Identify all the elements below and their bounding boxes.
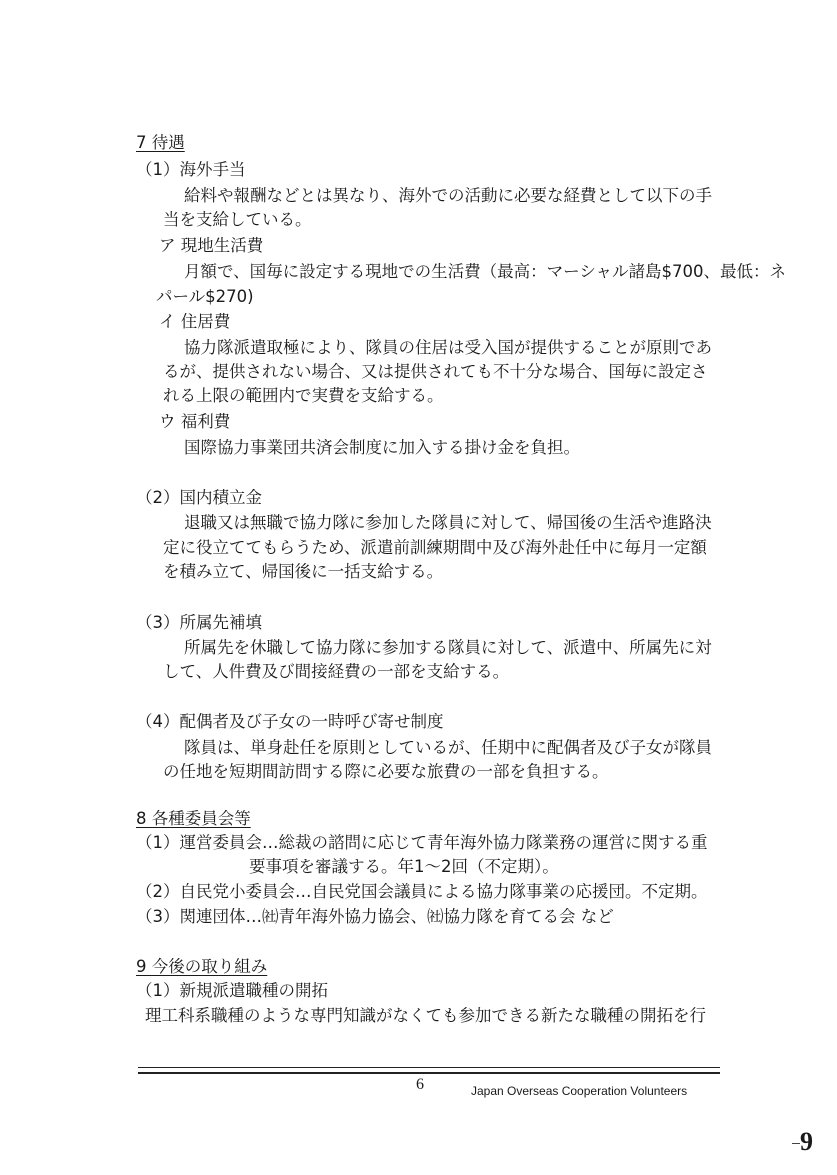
section-8-item-3: （3）関連団体…㈳青年海外協力協会、㈳協力隊を育てる会 など (136, 907, 614, 926)
section-9-1-text-line-1: 理工科系職種のような専門知識がなくても参加できる新たな職種の開拓を行 (145, 1006, 706, 1025)
section-7-2-text-line-1: 退職又は無職で協力隊に参加した隊員に対して、帰国後の生活や進路決 (184, 513, 712, 532)
section-9-1-heading: （1）新規派遣職種の開拓 (136, 981, 328, 1000)
section-7-2-text-line-3: を積み立て、帰国後に一括支給する。 (163, 562, 444, 581)
section-7-1-heading: （1）海外手当 (136, 160, 246, 179)
section-7-1-a-text-line-2: パール$270) (156, 287, 254, 306)
section-8-item-1-line-1: （1）運営委員会…総裁の諮問に応じて青年海外協力隊業務の運営に関する重 (136, 833, 708, 852)
section-8-item-1-line-2: 要事項を審議する。年1～2回（不定期）。 (249, 857, 559, 876)
section-7-1-a-text-line-1: 月額で、国毎に設定する現地での生活費（最高：マーシャル諸島$700、最低：ネ (184, 262, 787, 281)
section-7-3-heading: （3）所属先補填 (136, 613, 262, 632)
section-8-heading: 8 各種委員会等 (136, 809, 251, 828)
section-7-4-text-line-2: の任地を短期間訪問する際に必要な旅費の一部を負担する。 (163, 762, 609, 781)
section-7-1-i-text-line-2: るが、提供されない場合、又は提供されても不十分な場合、国毎に設定さ (163, 362, 708, 381)
footer-org-name: Japan Overseas Cooperation Volunteers (471, 1084, 688, 1098)
section-7-2-heading: （2）国内積立金 (136, 488, 262, 507)
section-7-1-intro-line-2: 当を支給している。 (163, 210, 312, 229)
section-7-1-u-text-line-1: 国際協力事業団共済会制度に加入する掛け金を負担。 (184, 438, 580, 457)
section-7-1-i-heading: イ 住居費 (159, 312, 231, 331)
section-7-1-intro-line-1: 給料や報酬などとは異なり、海外での活動に必要な経費として以下の手 (184, 186, 712, 205)
section-7-1-u-heading: ウ 福利費 (159, 412, 231, 431)
corner-dash (792, 1143, 800, 1144)
section-7-4-heading: （4）配偶者及び子女の一時呼び寄せ制度 (136, 712, 444, 731)
section-7-heading: 7 待遇 (136, 133, 185, 152)
section-8-item-2: （2）自民党小委員会…自民党国会議員による協力隊事業の応援団。不定期。 (136, 882, 708, 901)
section-7-2-text-line-2: 定に役立ててもらうため、派遣前訓練期間中及び海外赴任中に毎月一定額 (163, 538, 707, 557)
page-number: 6 (416, 1076, 424, 1093)
footer-rule-bottom (138, 1072, 720, 1074)
section-9-heading: 9 今後の取り組み (136, 957, 268, 976)
section-7-4-text-line-1: 隊員は、単身赴任を原則としているが、任期中に配偶者及び子女が隊員 (184, 738, 712, 757)
footer-rule-top (138, 1067, 720, 1068)
section-7-1-a-heading: ア 現地生活費 (159, 236, 264, 255)
section-7-1-i-text-line-3: れる上限の範囲内で実費を支給する。 (163, 386, 444, 405)
section-7-1-i-text-line-1: 協力隊派遣取極により、隊員の住居は受入国が提供することが原則であ (184, 338, 712, 357)
section-7-3-text-line-2: して、人件費及び間接経費の一部を支給する。 (163, 662, 510, 681)
section-7-3-text-line-1: 所属先を休職して協力隊に参加する隊員に対して、派遣中、所属先に対 (184, 638, 712, 657)
corner-page-number: 9 (800, 1127, 813, 1156)
